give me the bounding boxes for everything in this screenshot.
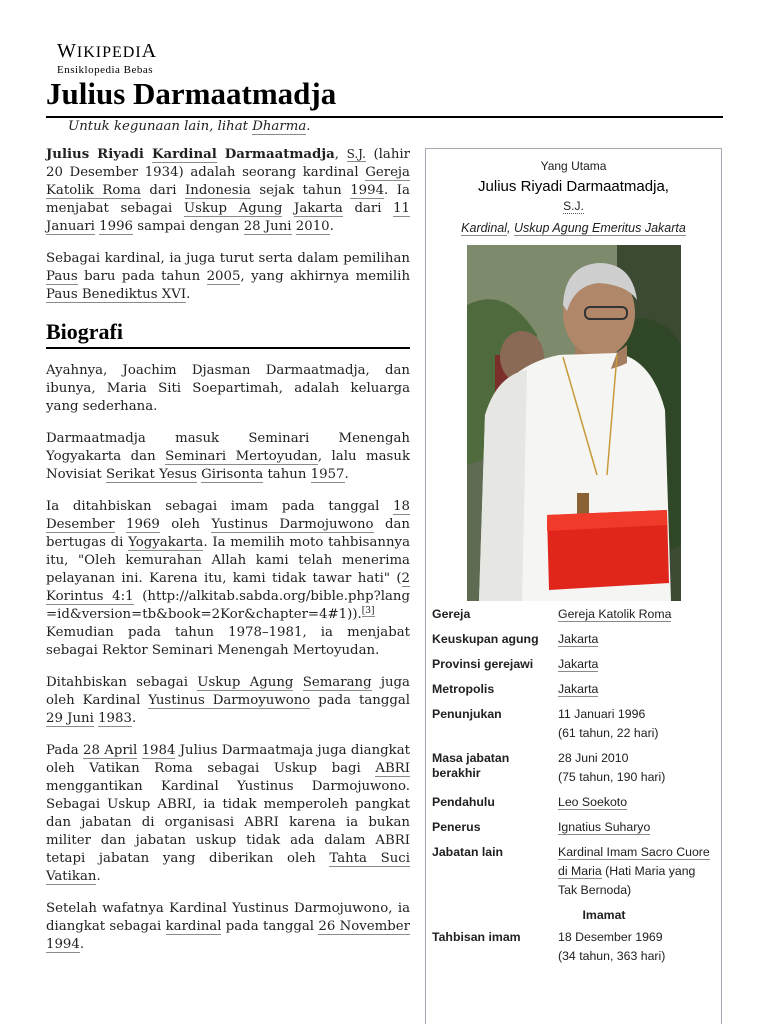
- row-value: [558, 749, 716, 787]
- hatnote-prefix: Untuk kegunaan lain, lihat: [68, 119, 253, 134]
- link-gereja-katolik-roma[interactable]: Gereja Katolik Roma: [46, 165, 410, 198]
- text: menggantikan Kardinal Yustinus Darmojuwono. Sebagai Uskup ABRI, ia tidak memperoleh pangkat dan jabatan di organisasi ABRI karena ia bukan militer dan jabatan uskup tidak ada dalam ABRI tetapi jabatan yang diberikan oleh: [46, 779, 410, 866]
- text: , yang akhirnya memilih: [240, 269, 411, 284]
- link-28-juni[interactable]: 28 Juni: [243, 219, 292, 234]
- row-label: Gereja: [432, 607, 471, 621]
- text: .: [344, 467, 349, 482]
- text: (http://alkitab.sabda.org/bible.php?lang=id&version=tb&book=2Kor&chapter=4#1)).: [46, 589, 410, 622]
- link-tahta-suci-vatikan[interactable]: Tahta Suci Vatikan: [46, 851, 411, 884]
- row-value: [558, 928, 716, 966]
- row-value-note: (75 tahun, 190 hari): [558, 770, 666, 784]
- row-label: Tahbisan imam: [432, 930, 521, 944]
- infobox: [425, 148, 722, 1024]
- row-label: Penunjukan: [432, 707, 502, 721]
- text: baru pada tahun: [77, 269, 207, 284]
- infobox-row-tahbisan: [432, 928, 716, 966]
- infobox-row-penunjukan: [432, 705, 716, 743]
- link-yustinus-darmojuwono[interactable]: Yustinus Darmojuwono: [211, 517, 374, 532]
- lead-name: [46, 147, 335, 163]
- link-26-november[interactable]: 26 November: [318, 919, 410, 934]
- link-1969[interactable]: 1969: [126, 517, 160, 532]
- infobox-row-penerus: [432, 818, 716, 837]
- article-body: [46, 145, 410, 968]
- row-label: Keuskupan agung: [432, 632, 539, 646]
- infobox-row-jabatan-lain: [432, 843, 716, 900]
- lead-name-part: Darmaatmadja: [216, 147, 335, 162]
- link-serikat-yesus[interactable]: Serikat Yesus: [105, 467, 197, 482]
- text: sejak tahun: [250, 183, 351, 198]
- text: dari: [342, 201, 394, 216]
- link-yogyakarta[interactable]: Yogyakarta: [128, 535, 204, 550]
- link-gereja-katolik-roma[interactable]: Gereja Katolik Roma: [558, 607, 672, 621]
- row-label: Jabatan lain: [432, 845, 504, 859]
- link-kardinal[interactable]: kardinal: [165, 919, 222, 934]
- row-value: [558, 630, 716, 649]
- bio-paragraph-5: [46, 742, 410, 886]
- text: ,: [334, 147, 347, 162]
- reference-link[interactable]: [3]: [361, 605, 375, 616]
- text: dan bertugas di: [46, 517, 410, 550]
- text: [293, 675, 302, 690]
- link-1994[interactable]: 1994: [46, 937, 80, 952]
- portrait-photo[interactable]: [467, 245, 681, 601]
- section-heading-biografi: Biografi: [46, 319, 123, 344]
- link-kardinal-imam[interactable]: Kardinal Imam Sacro Cuore di Maria: [558, 845, 710, 878]
- link-girisonta[interactable]: Girisonta: [201, 467, 264, 482]
- row-value: [558, 680, 716, 699]
- text: tahun: [263, 467, 311, 482]
- link-semarang[interactable]: Semarang: [302, 675, 372, 690]
- link-paus-benediktus-xvi[interactable]: Paus Benediktus XVI: [46, 287, 187, 302]
- text: Pada: [46, 743, 84, 758]
- text: [115, 517, 126, 532]
- lead-name-part: Julius Riyadi: [46, 147, 152, 162]
- row-value: [558, 818, 716, 837]
- link-uskup-agung-emeritus[interactable]: Uskup Agung Emeritus Jakarta: [513, 221, 686, 235]
- text: Ia ditahbiskan sebagai imam pada tanggal: [46, 499, 394, 514]
- text: oleh: [159, 517, 212, 532]
- link-kardinal-caption[interactable]: Kardinal: [461, 221, 508, 235]
- infobox-row-keuskupan: [432, 630, 716, 649]
- infobox-caption: [426, 220, 721, 236]
- hatnote-link-dharma[interactable]: Dharma: [252, 119, 307, 134]
- link-ignatius-suharyo[interactable]: Ignatius Suharyo: [558, 820, 651, 834]
- text: , lalu masuk Novisiat: [46, 449, 410, 482]
- infobox-row-pendahulu: [432, 793, 716, 812]
- row-value-note: (34 tahun, 363 hari): [558, 949, 666, 963]
- text: [282, 201, 294, 216]
- link-jakarta[interactable]: Jakarta: [558, 657, 599, 671]
- row-value: [558, 605, 716, 624]
- link-11-januari[interactable]: 11 Januari: [46, 201, 410, 234]
- infobox-row-provinsi: [432, 655, 716, 674]
- text: (Hati Maria yang Tak Bernoda): [558, 864, 696, 897]
- row-value-note: (61 tahun, 22 hari): [558, 726, 659, 740]
- row-label: Pendahulu: [432, 795, 495, 809]
- link-seminari-mertoyudan[interactable]: Seminari Mertoyudan: [165, 449, 318, 464]
- text: . Ia menjabat sebagai: [46, 183, 410, 216]
- link-2005[interactable]: 2005: [206, 269, 241, 284]
- text: sampai dengan: [133, 219, 244, 234]
- link-18-desember[interactable]: 18 Desember: [46, 499, 410, 532]
- infobox-row-metropolis: [432, 680, 716, 699]
- row-label: Metropolis: [432, 682, 495, 696]
- link-1957[interactable]: 1957: [310, 467, 345, 482]
- wikipedia-tagline: Ensiklopedia Bebas: [57, 64, 154, 76]
- link-leo-soekoto[interactable]: Leo Soekoto: [558, 795, 628, 809]
- link-kardinal[interactable]: Kardinal: [151, 147, 217, 162]
- text: .: [186, 287, 191, 302]
- row-value: [558, 793, 716, 812]
- bio-paragraph-6: [46, 900, 410, 954]
- row-label: Penerus: [432, 820, 481, 834]
- infobox-details: [432, 605, 716, 972]
- reference-3[interactable]: [362, 606, 375, 617]
- text: Sebagai kardinal, ia juga turut serta dalam pemilihan: [46, 251, 410, 266]
- bio-paragraph-4: [46, 674, 410, 728]
- link-29-juni[interactable]: 29 Juni: [46, 711, 94, 726]
- link-jakarta[interactable]: Jakarta: [293, 201, 343, 216]
- infobox-suffix: [426, 198, 721, 214]
- link-uskup-agung[interactable]: Uskup Agung: [183, 201, 283, 216]
- text: .: [79, 937, 85, 952]
- text: . Ia memilih moto tahbisannya itu, "Oleh kemurahan Allah kami telah menerima pelayanan ini. Karena itu, kami tidak tawar hati" (: [46, 535, 410, 586]
- text: dari: [140, 183, 186, 198]
- infobox-row-masa-jabatan: [432, 749, 716, 787]
- bio-paragraph-2: [46, 430, 410, 484]
- text: .: [131, 711, 137, 726]
- row-value-date: 28 Juni 2010: [558, 751, 629, 765]
- text: pada tanggal: [221, 919, 319, 934]
- link-paus[interactable]: Paus: [46, 269, 78, 284]
- text: .: [96, 869, 101, 884]
- text: Setelah wafatnya Kardinal Yustinus Darmojuwono, ia diangkat sebagai: [46, 901, 410, 934]
- text: juga oleh Kardinal: [46, 675, 410, 708]
- intro-paragraph-1: [46, 145, 410, 236]
- link-sj-infobox[interactable]: S.J.: [563, 199, 584, 213]
- portrait-illustration: [467, 245, 681, 601]
- row-value-date: 18 Desember 1969: [558, 930, 663, 944]
- intro-paragraph-2: [46, 250, 410, 304]
- link-uskup-agung[interactable]: Uskup Agung: [197, 675, 294, 690]
- row-value: [558, 705, 716, 743]
- row-value-date: 11 Januari 1996: [558, 707, 646, 721]
- row-label: Provinsi gerejawi: [432, 657, 534, 671]
- row-value: [558, 843, 716, 900]
- text: pada tanggal: [310, 693, 411, 708]
- hatnote-suffix: .: [306, 119, 311, 134]
- text: [137, 743, 141, 758]
- page-title: Julius Darmaatmadja: [46, 76, 337, 111]
- row-label: Masa jabatan berakhir: [432, 751, 510, 780]
- link-sj[interactable]: S.J.: [346, 147, 366, 161]
- text: .: [329, 219, 334, 234]
- link-abri[interactable]: ABRI: [375, 761, 410, 776]
- infobox-name: Julius Riyadi Darmaatmadja,: [478, 178, 669, 195]
- link-jakarta[interactable]: Jakarta: [558, 632, 599, 646]
- bio-paragraph-1: Ayahnya, Joachim Djasman Darmaatmadja, dan ibunya, Maria Siti Soepartimah, adalah keluarga yang sederhana.: [46, 363, 410, 414]
- text: Kemudian pada tahun 1978–1981, ia menjabat sebagai Rektor Seminari Menengah Mertoyudan.: [46, 625, 410, 658]
- text: ,: [507, 221, 514, 235]
- row-value: [558, 655, 716, 674]
- infobox-row-gereja: [432, 605, 716, 624]
- infobox-section-imamat: Imamat: [582, 908, 626, 922]
- link-1983[interactable]: 1983: [98, 711, 132, 726]
- link-2-korintus[interactable]: 2 Korintus 4:1: [46, 571, 410, 604]
- link-1984[interactable]: 1984: [141, 743, 176, 758]
- wikipedia-wordmark: WIKIPEDIA: [57, 40, 158, 62]
- link-2010[interactable]: 2010: [295, 219, 330, 234]
- link-yustinus-darmoyuwono[interactable]: Yustinus Darmoyuwono: [148, 693, 311, 708]
- link-28-april[interactable]: 28 April: [83, 743, 138, 758]
- text: Ditahbiskan sebagai: [46, 675, 198, 690]
- hatnote: [68, 118, 310, 136]
- bio-paragraph-3: [46, 498, 410, 660]
- text: Darmaatmadja masuk Seminari Menengah Yogyakarta dan: [46, 431, 410, 464]
- text: (lahir 20 Desember 1934) adalah seorang kardinal: [46, 147, 410, 180]
- wikipedia-logo[interactable]: [57, 40, 157, 76]
- link-1996[interactable]: 1996: [99, 219, 134, 234]
- link-1994[interactable]: 1994: [350, 183, 385, 198]
- link-indonesia[interactable]: Indonesia: [185, 183, 251, 198]
- link-jakarta[interactable]: Jakarta: [558, 682, 599, 696]
- section-divider: [46, 347, 410, 349]
- text: Julius Darmaatmaja juga diangkat oleh Vatikan Roma sebagai Uskup bagi: [46, 743, 410, 776]
- infobox-honorific: Yang Utama: [540, 159, 607, 173]
